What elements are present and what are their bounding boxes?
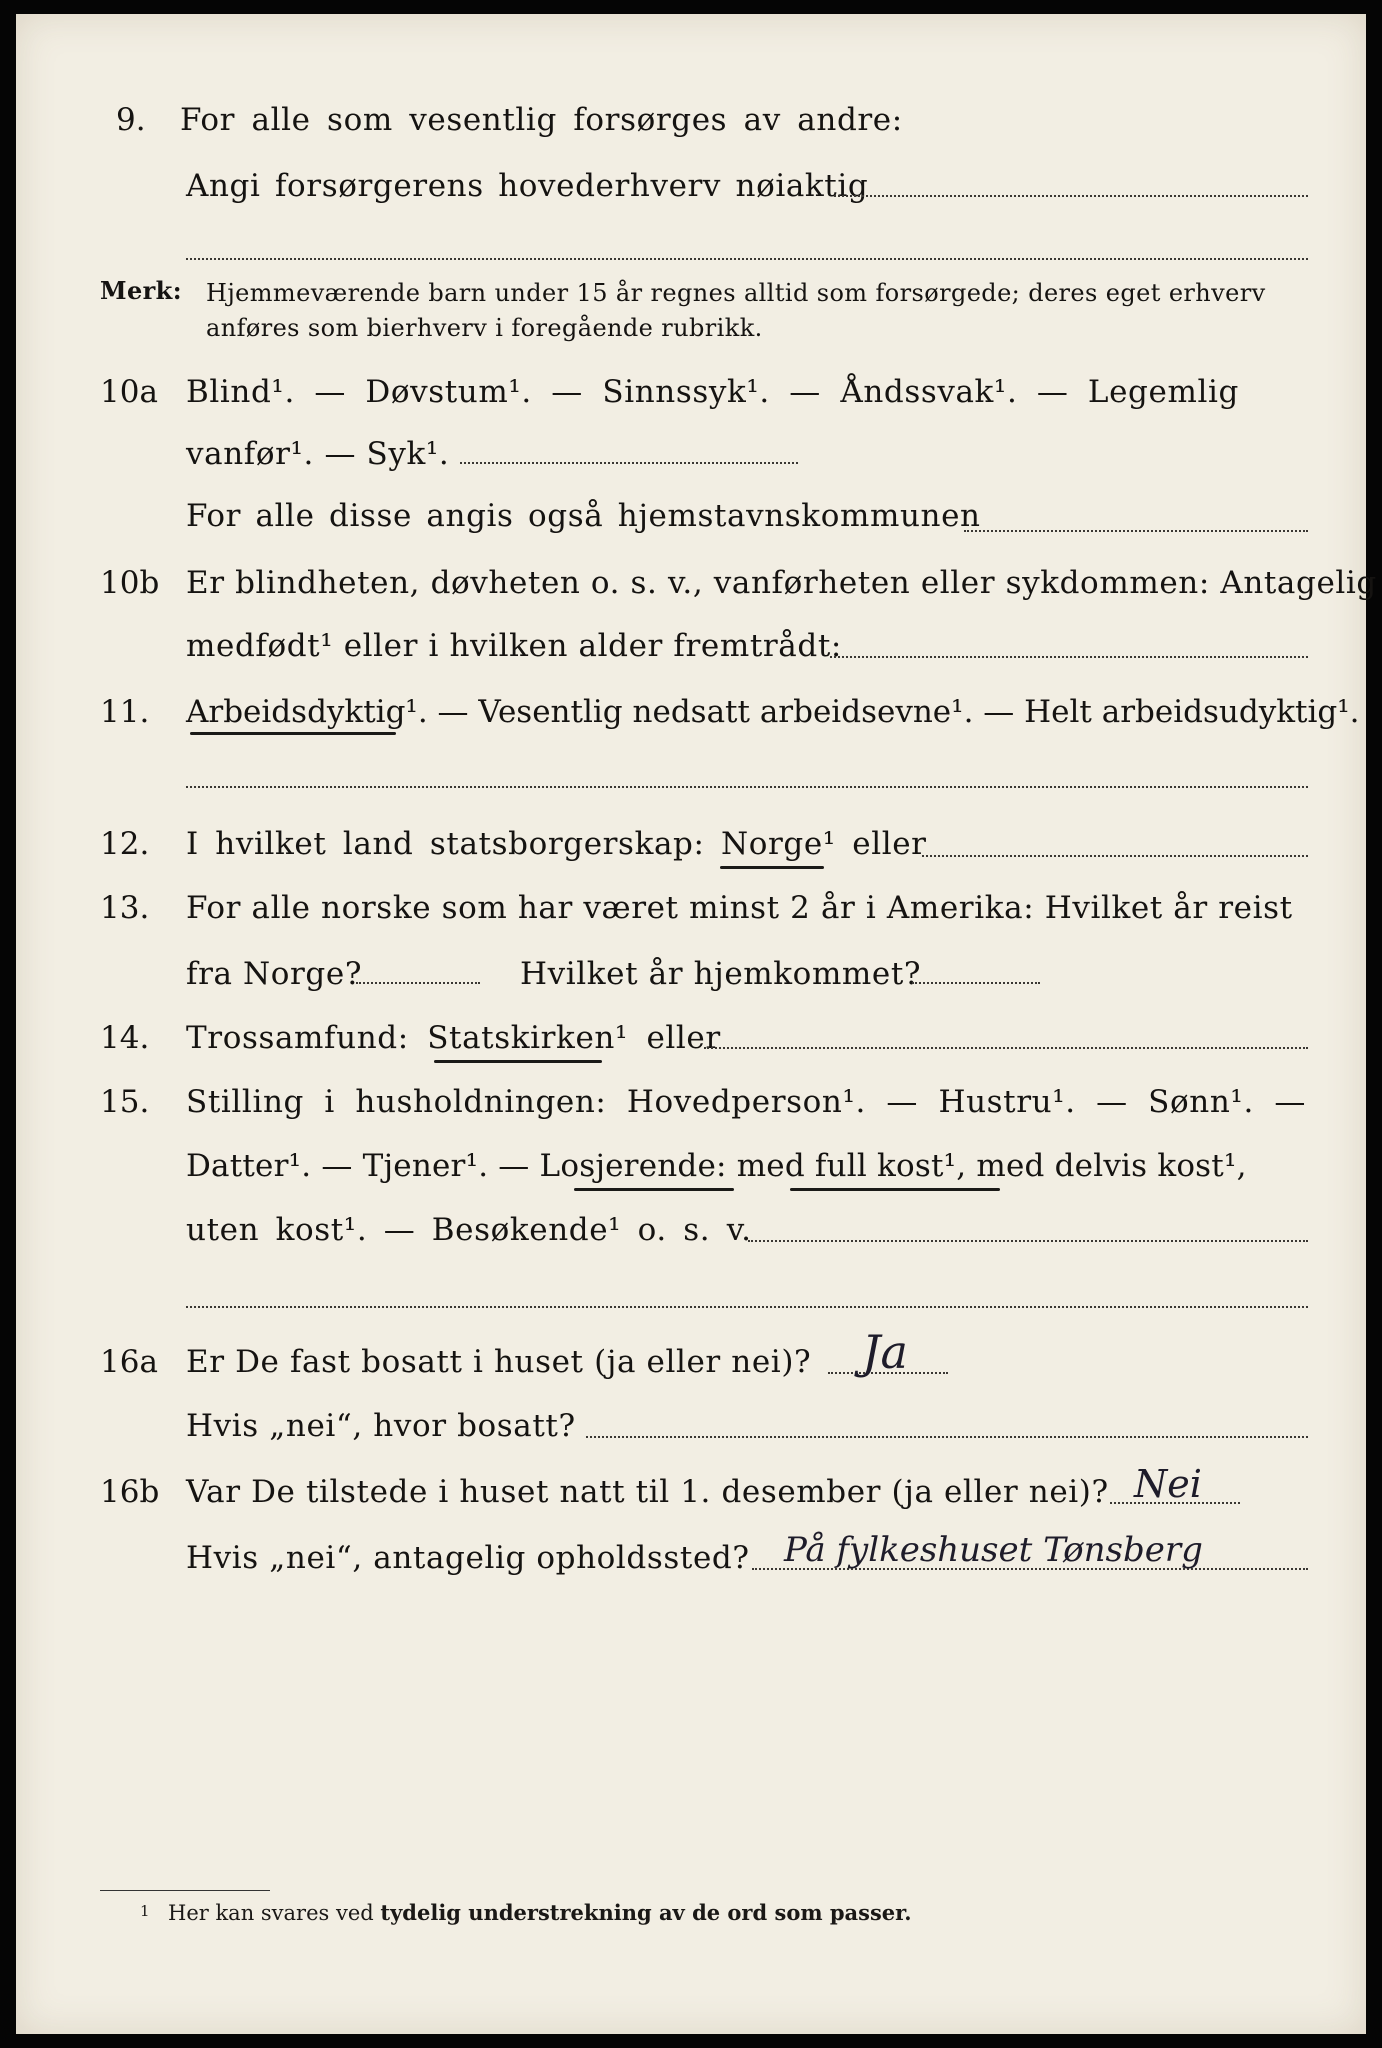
q14-number: 14. xyxy=(100,1020,150,1056)
q10b-line1: Er blindheten, døvheten o. s. v., vanførheten eller sykdommen: Antagelig xyxy=(186,565,1377,601)
q13-number: 13. xyxy=(100,890,150,926)
q14-underline-statskirken xyxy=(434,1060,602,1063)
q13-hjemkommet-line[interactable] xyxy=(912,982,1040,984)
q10a-line3: For alle disse angis også hjemstavnskommunen xyxy=(186,498,981,534)
footnote-text xyxy=(168,1900,912,1926)
q16a-number: 16a xyxy=(100,1344,158,1380)
q12-underline-norge xyxy=(720,866,824,869)
q9-answer-line-2[interactable] xyxy=(186,258,1308,260)
q10a-number: 10a xyxy=(100,374,158,410)
q10a-answer-line[interactable] xyxy=(460,462,798,464)
footnote-rule xyxy=(100,1890,270,1891)
q13-line1: For alle norske som har været minst 2 år i Amerika: Hvilket år reist xyxy=(186,890,1293,926)
q14-answer-line[interactable] xyxy=(704,1047,1308,1049)
q15-line2: Datter¹. — Tjener¹. — Losjerende: med full kost¹, med delvis kost¹, xyxy=(186,1148,1247,1184)
merk-line1: Hjemmeværende barn under 15 år regnes alltid som forsørgede; deres eget erhverv xyxy=(206,279,1266,307)
q15-line1: Stilling i husholdningen: Hovedperson¹. — Hustru¹. — Sønn¹. — xyxy=(186,1084,1306,1120)
q12-line1: I hvilket land statsborgerskap: Norge¹ eller xyxy=(186,826,927,862)
q16b-number: 16b xyxy=(100,1474,160,1510)
q15-line3: uten kost¹. — Besøkende¹ o. s. v. xyxy=(186,1212,752,1248)
q11-answer-line[interactable] xyxy=(186,786,1308,788)
footnote-text-plain: Her kan svares ved xyxy=(168,1901,374,1925)
q16b-line1: Var De tilstede i huset natt til 1. desember (ja eller nei)? xyxy=(186,1474,1109,1510)
q12-answer-line[interactable] xyxy=(922,855,1308,857)
q10a-hjemstavn-line[interactable] xyxy=(964,530,1308,532)
q10a-line2: vanfør¹. — Syk¹. xyxy=(186,436,450,472)
merk-line2: anføres som bierhverv i foregående rubrikk. xyxy=(206,314,763,342)
q14-line1: Trossamfund: Statskirken¹ eller xyxy=(186,1020,721,1056)
q13-line2b: Hvilket år hjemkommet? xyxy=(520,956,922,992)
q15-number: 15. xyxy=(100,1084,150,1120)
q16a-line2: Hvis „nei“, hvor bosatt? xyxy=(186,1408,576,1444)
q16b-handwritten-opholdssted: På fylkeshuset Tønsberg xyxy=(784,1530,1203,1570)
q9-answer-line[interactable] xyxy=(834,195,1308,197)
q12-number: 12. xyxy=(100,826,150,862)
q11-line1: Arbeidsdyktig¹. — Vesentlig nedsatt arbeidsevne¹. — Helt arbeidsudyktig¹. xyxy=(186,694,1360,730)
q16a-line1: Er De fast bosatt i huset (ja eller nei)? xyxy=(186,1344,812,1380)
q10b-number: 10b xyxy=(100,565,160,601)
q9-line2: Angi forsørgerens hovederhverv nøiaktig xyxy=(186,168,869,204)
q13-reist-line[interactable] xyxy=(356,982,480,984)
q15-answer-line[interactable] xyxy=(748,1240,1308,1242)
q16a-handwritten-answer: Ja xyxy=(862,1325,908,1379)
footnote-mark: 1 xyxy=(140,1902,150,1920)
merk-label: Merk: xyxy=(100,276,182,305)
q11-number: 11. xyxy=(100,694,150,730)
q15-underline-losjerende xyxy=(574,1188,734,1191)
q11-underline-arbeidsdyktig xyxy=(190,732,396,735)
q16a-bosatt-line[interactable] xyxy=(586,1436,1308,1438)
q13-line2a: fra Norge? xyxy=(186,956,363,992)
q9-line1: For alle som vesentlig forsørges av andre: xyxy=(180,102,903,138)
q10b-answer-line[interactable] xyxy=(830,656,1308,658)
q16b-handwritten-answer: Nei xyxy=(1134,1462,1202,1506)
q15-answer-line-2[interactable] xyxy=(186,1306,1308,1308)
q10b-line2: medfødt¹ eller i hvilken alder fremtrådt: xyxy=(186,628,842,664)
footnote-text-bold: tydelig understrekning av de ord som passer. xyxy=(380,1900,912,1925)
q10a-line1: Blind¹. — Døvstum¹. — Sinnssyk¹. — Åndssvak¹. — Legemlig xyxy=(186,374,1239,410)
q16b-line2: Hvis „nei“, antagelig opholdssted? xyxy=(186,1540,750,1576)
q9-number: 9. xyxy=(116,102,146,138)
q15-underline-fullkost xyxy=(790,1188,1000,1191)
